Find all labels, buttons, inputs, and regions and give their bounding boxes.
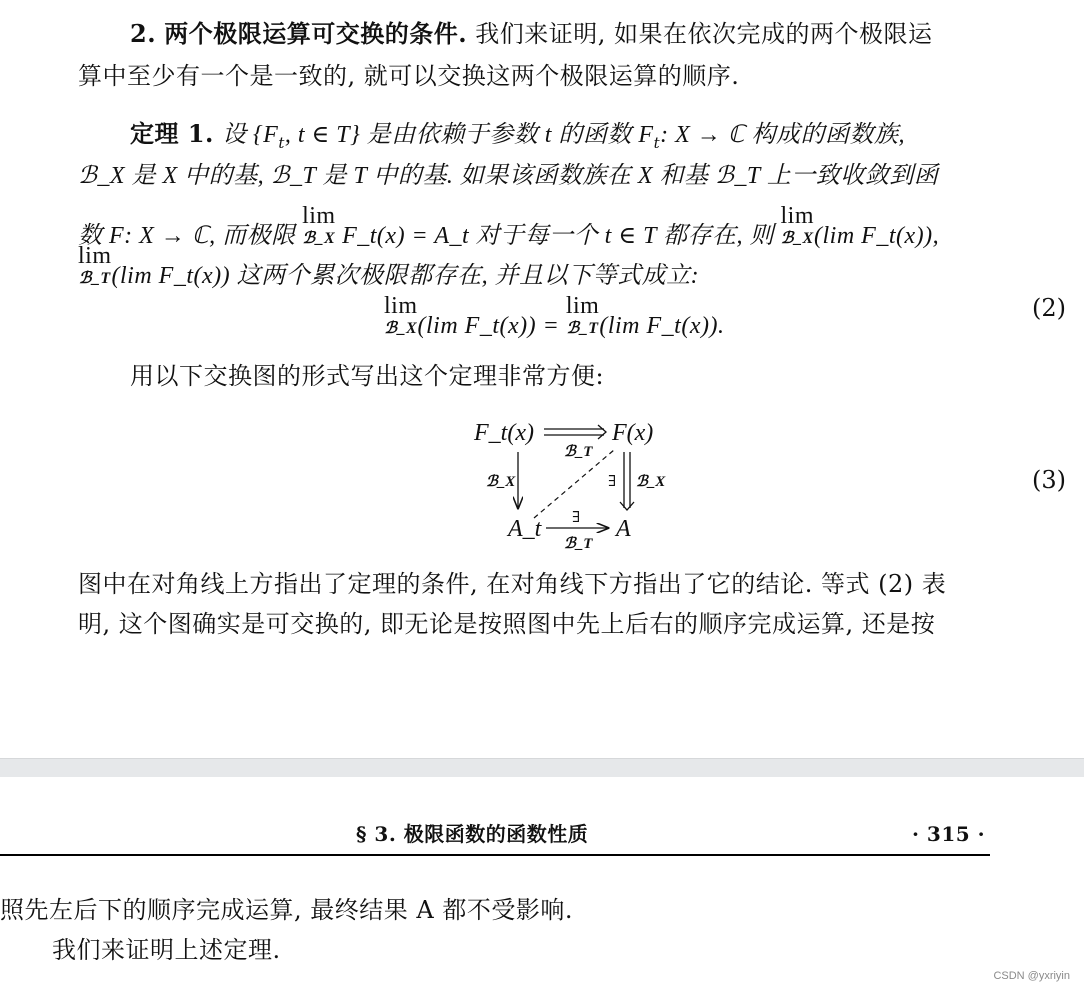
paragraph-line-1: 图中在对角线上方指出了定理的条件, 在对角线下方指出了它的结论. 等式 (2) 表 xyxy=(78,570,947,598)
theorem-label: 定理 1. xyxy=(130,119,214,148)
base-label: ℬ_T xyxy=(78,270,111,287)
section-rest: 我们来证明, 如果在依次完成的两个极限运 xyxy=(475,20,933,48)
theorem-text: (lim F_t(x)) 这两个累次极限都存在, 并且以下等式成立: xyxy=(111,263,700,289)
base-label: ℬ_X xyxy=(780,230,814,247)
commutative-diagram xyxy=(460,410,690,560)
base-label: ℬ_T xyxy=(566,320,599,337)
equation-number-2: (2) xyxy=(1032,294,1066,322)
base-label: ℬ_X xyxy=(384,320,418,337)
limit-operator xyxy=(781,200,815,246)
left-arrow-label: ℬ_X xyxy=(486,474,516,490)
theorem-text: 设 {F xyxy=(222,122,279,148)
watermark: CSDN @yxriyin xyxy=(993,970,1070,982)
theorem-text: F_t(x) = A_t 对于每一个 t ∈ T 都存在, 则 xyxy=(342,223,774,249)
theorem-text: , t ∈ T} 是由依赖于参数 t 的函数 F xyxy=(284,122,654,148)
equation-number-3: (3) xyxy=(1032,466,1066,494)
equation-left: (lim F_t(x)) = xyxy=(417,313,560,339)
diagram-top-left: F_t(x) xyxy=(474,420,534,446)
right-arrow-head xyxy=(620,502,634,510)
running-header-title: § 3. 极限函数的函数性质 xyxy=(356,822,589,846)
lim-word: lim xyxy=(384,293,418,319)
lim-word: lim xyxy=(565,293,600,319)
subscript: t xyxy=(278,134,285,152)
top-arrow-label: ℬ_T xyxy=(564,444,593,460)
right-arrow-label: ℬ_X xyxy=(636,474,666,490)
equation-right: (lim F_t(x)). xyxy=(599,313,725,339)
theorem-line-1 xyxy=(130,118,905,153)
diagram-intro: 用以下交换图的形式写出这个定理非常方便: xyxy=(130,362,605,390)
theorem-text: (lim F_t(x)), xyxy=(814,223,940,249)
theorem-line-2: ℬ_X 是 X 中的基, ℬ_T 是 T 中的基. 如果该函数族在 X 和基 ℬ_T 上一致收敛到函 xyxy=(78,163,939,189)
limit-operator xyxy=(566,290,600,336)
section-line-2: 算中至少有一个是一致的, 就可以交换这两个极限运算的顺序. xyxy=(78,62,740,90)
page-separator xyxy=(0,758,1084,778)
page2-line-2: 我们来证明上述定理. xyxy=(52,936,281,964)
paragraph-line-2: 明, 这个图确实是可交换的, 即无论是按照图中先上后右的顺序完成运算, 还是按 xyxy=(78,610,936,638)
limit-operator xyxy=(78,240,112,286)
page2-line-1: 照先左后下的顺序完成运算, 最终结果 A 都不受影响. xyxy=(0,896,573,924)
lim-word: lim xyxy=(302,203,336,229)
lim-word: lim xyxy=(78,243,112,269)
page-number: · 315 · xyxy=(912,822,986,846)
diagram-bottom-right: A xyxy=(616,516,631,542)
diagram-top-right: F(x) xyxy=(612,420,654,446)
equation-2 xyxy=(384,290,724,342)
base-label: ℬ_X xyxy=(302,230,336,247)
limit-operator xyxy=(384,290,418,336)
section-number: 2. xyxy=(130,19,157,48)
header-rule xyxy=(0,854,990,856)
subscript: t xyxy=(653,134,661,152)
theorem-line-4 xyxy=(78,240,699,292)
theorem-text: 数 F: X → ℂ, 而极限 xyxy=(78,223,296,249)
diagram-bottom-left: A_t xyxy=(508,516,542,542)
bottom-exists-symbol: ∃ xyxy=(572,508,581,526)
top-arrow-head xyxy=(598,425,606,439)
right-exists-symbol: ∃ xyxy=(608,472,617,490)
section-title: 两个极限运算可交换的条件. xyxy=(164,19,468,48)
theorem-text: : X → ℂ 构成的函数族, xyxy=(660,122,906,148)
bottom-arrow-label: ℬ_T xyxy=(564,536,593,552)
lim-word: lim xyxy=(780,203,815,229)
section-heading xyxy=(130,18,932,50)
